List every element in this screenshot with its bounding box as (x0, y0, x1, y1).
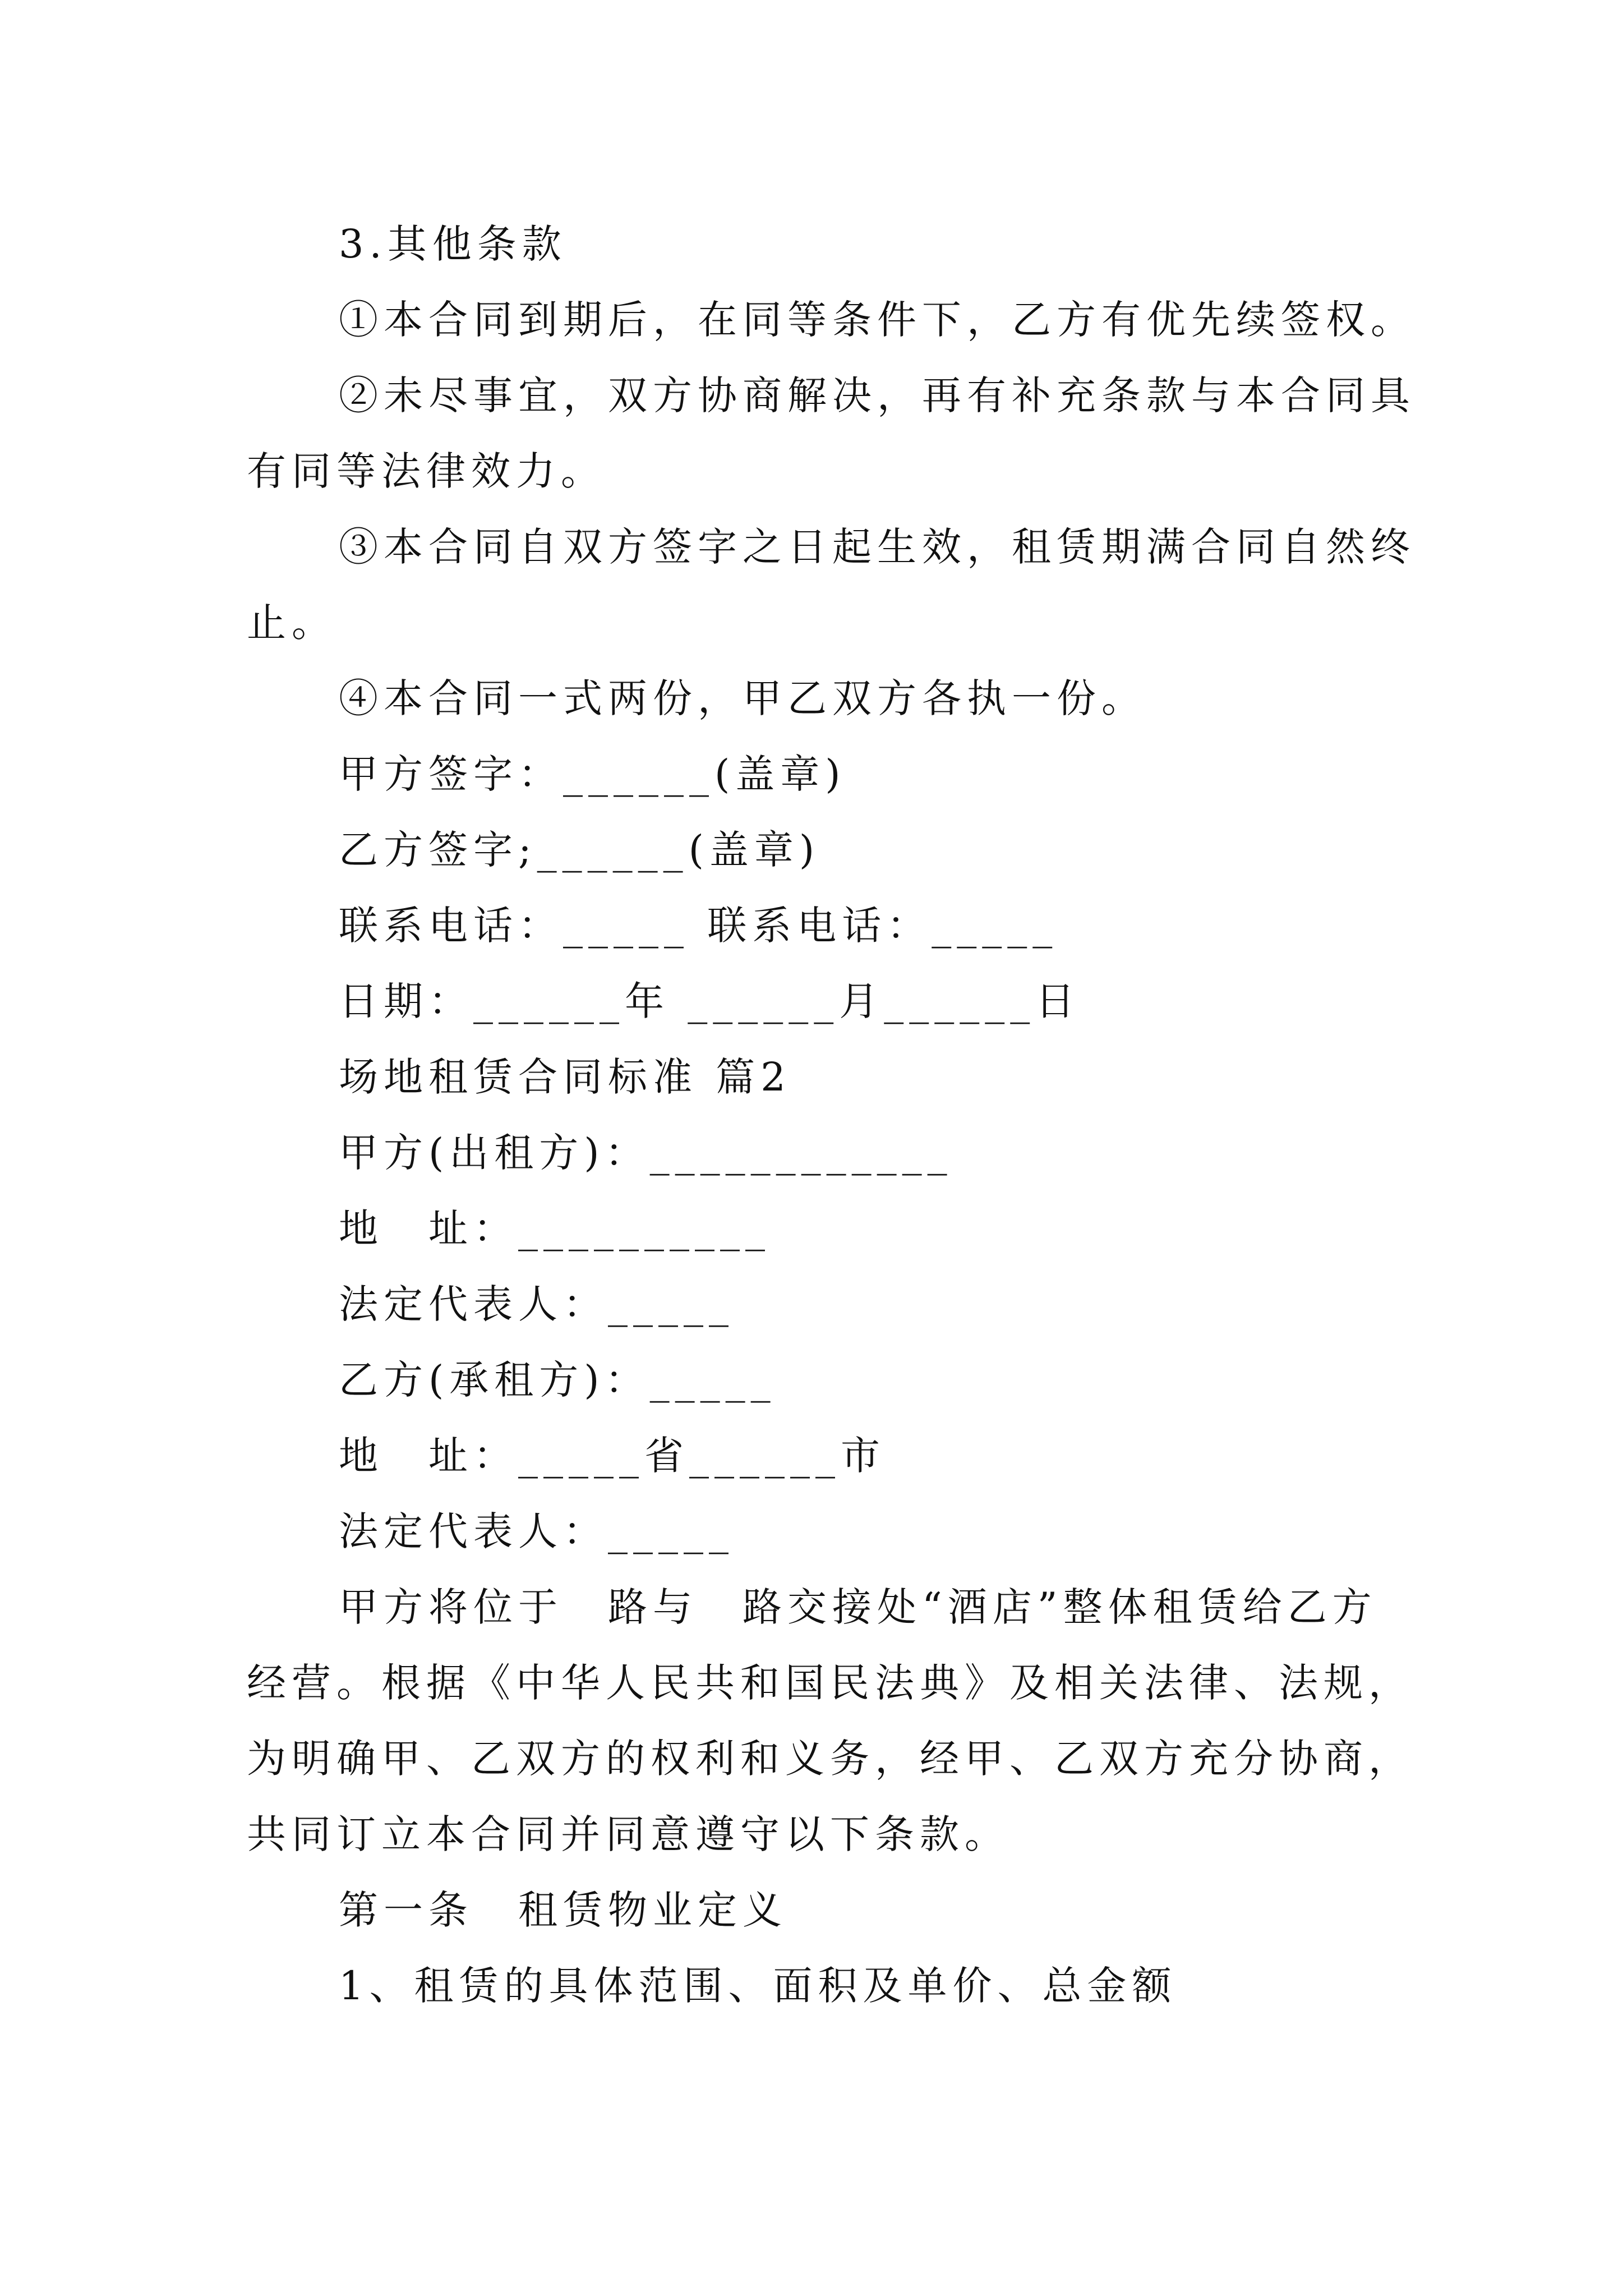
article-one-item-1: 1、租赁的具体范围、面积及单价、总金额 (339, 1963, 1177, 2009)
party-a-signature: 甲方签字：______(盖章) (339, 751, 846, 797)
section-title: 场地租赁合同标准 篇2 (339, 1054, 791, 1100)
clause-heading-other-terms: 3.其他条款 (339, 221, 567, 267)
party-b-representative: 法定代表人：_____ (339, 1508, 734, 1554)
clause-item-3-line-2: 止。 (247, 600, 336, 646)
clause-item-4: ④本合同一式两份，甲乙双方各执一份。 (339, 675, 1146, 721)
party-b-address: 地 址：_____省______市 (339, 1433, 886, 1479)
body-paragraph-line-1: 甲方将位于 路与 路交接处“酒店”整体租赁给乙方 (339, 1584, 1377, 1630)
clause-item-3-line-1: ③本合同自双方签字之日起生效，租赁期满合同自然终 (339, 524, 1415, 570)
clause-item-2-line-1: ②未尽事宜，双方协商解决，再有补充条款与本合同具 (339, 372, 1415, 418)
body-paragraph-line-4: 共同订立本合同并同意遵守以下条款。 (247, 1811, 1009, 1857)
party-b-signature: 乙方签字;______(盖章) (339, 827, 820, 873)
contact-phones: 联系电话：_____ 联系电话：_____ (339, 903, 1058, 949)
date-line: 日期：______年 ______月______日 (339, 978, 1081, 1024)
clause-item-2-line-2: 有同等法律效力。 (247, 448, 606, 494)
body-paragraph-line-3: 为明确甲、乙双方的权利和义务，经甲、乙双方充分协商， (247, 1736, 1413, 1782)
body-paragraph-line-2: 经营。根据《中华人民共和国民法典》及相关法律、法规， (247, 1660, 1413, 1706)
party-b-label: 乙方(承租方)：_____ (339, 1357, 776, 1403)
article-one-heading: 第一条 租赁物业定义 (339, 1887, 787, 1933)
party-a-address: 地 址：__________ (339, 1205, 771, 1251)
clause-item-1: ①本合同到期后，在同等条件下，乙方有优先续签权。 (339, 297, 1415, 343)
party-a-label: 甲方(出租方)：____________ (339, 1130, 953, 1176)
party-a-representative: 法定代表人：_____ (339, 1281, 734, 1327)
